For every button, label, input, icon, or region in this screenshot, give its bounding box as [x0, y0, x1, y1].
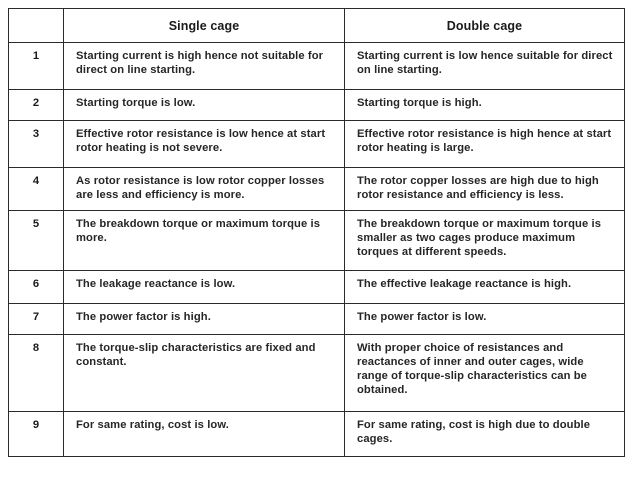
- row-number: 1: [9, 43, 64, 90]
- comparison-sheet: [8, 8, 624, 457]
- double-cage-cell: The rotor copper losses are high due to high rotor resistance and efficiency is less.: [345, 168, 625, 211]
- table-row: [9, 168, 625, 211]
- header-double-cage: Double cage: [345, 9, 625, 43]
- comparison-table: [8, 8, 625, 457]
- table-row: [9, 90, 625, 121]
- single-cage-cell: The breakdown torque or maximum torque is more.: [64, 211, 345, 271]
- double-cage-cell: For same rating, cost is high due to double cages.: [345, 412, 625, 457]
- double-cage-cell: Starting current is low hence suitable for direct on line starting.: [345, 43, 625, 90]
- double-cage-cell: The breakdown torque or maximum torque is smaller as two cages produce maximum torques at different speeds.: [345, 211, 625, 271]
- table-row: [9, 211, 625, 271]
- row-number: 6: [9, 271, 64, 304]
- row-number: 2: [9, 90, 64, 121]
- row-number: 3: [9, 121, 64, 168]
- double-cage-cell: Effective rotor resistance is high hence at start rotor heating is large.: [345, 121, 625, 168]
- double-cage-cell: The effective leakage reactance is high.: [345, 271, 625, 304]
- single-cage-cell: The power factor is high.: [64, 304, 345, 335]
- row-number: 7: [9, 304, 64, 335]
- row-number: 8: [9, 335, 64, 412]
- single-cage-cell: Starting current is high hence not suitable for direct on line starting.: [64, 43, 345, 90]
- single-cage-cell: The leakage reactance is low.: [64, 271, 345, 304]
- row-number: 4: [9, 168, 64, 211]
- single-cage-cell: The torque-slip characteristics are fixed and constant.: [64, 335, 345, 412]
- single-cage-cell: For same rating, cost is low.: [64, 412, 345, 457]
- header-single-cage: Single cage: [64, 9, 345, 43]
- table-row: [9, 271, 625, 304]
- header-number: [9, 9, 64, 43]
- table-row: [9, 43, 625, 90]
- row-number: 9: [9, 412, 64, 457]
- single-cage-cell: Effective rotor resistance is low hence at start rotor heating is not severe.: [64, 121, 345, 168]
- table-row: [9, 335, 625, 412]
- single-cage-cell: As rotor resistance is low rotor copper losses are less and efficiency is more.: [64, 168, 345, 211]
- single-cage-cell: Starting torque is low.: [64, 90, 345, 121]
- row-number: 5: [9, 211, 64, 271]
- double-cage-cell: Starting torque is high.: [345, 90, 625, 121]
- header-row: [9, 9, 625, 43]
- table-row: [9, 304, 625, 335]
- double-cage-cell: With proper choice of resistances and reactances of inner and outer cages, wide range of torque-slip characteristics can be obtained.: [345, 335, 625, 412]
- table-row: [9, 121, 625, 168]
- double-cage-cell: The power factor is low.: [345, 304, 625, 335]
- table-row: [9, 412, 625, 457]
